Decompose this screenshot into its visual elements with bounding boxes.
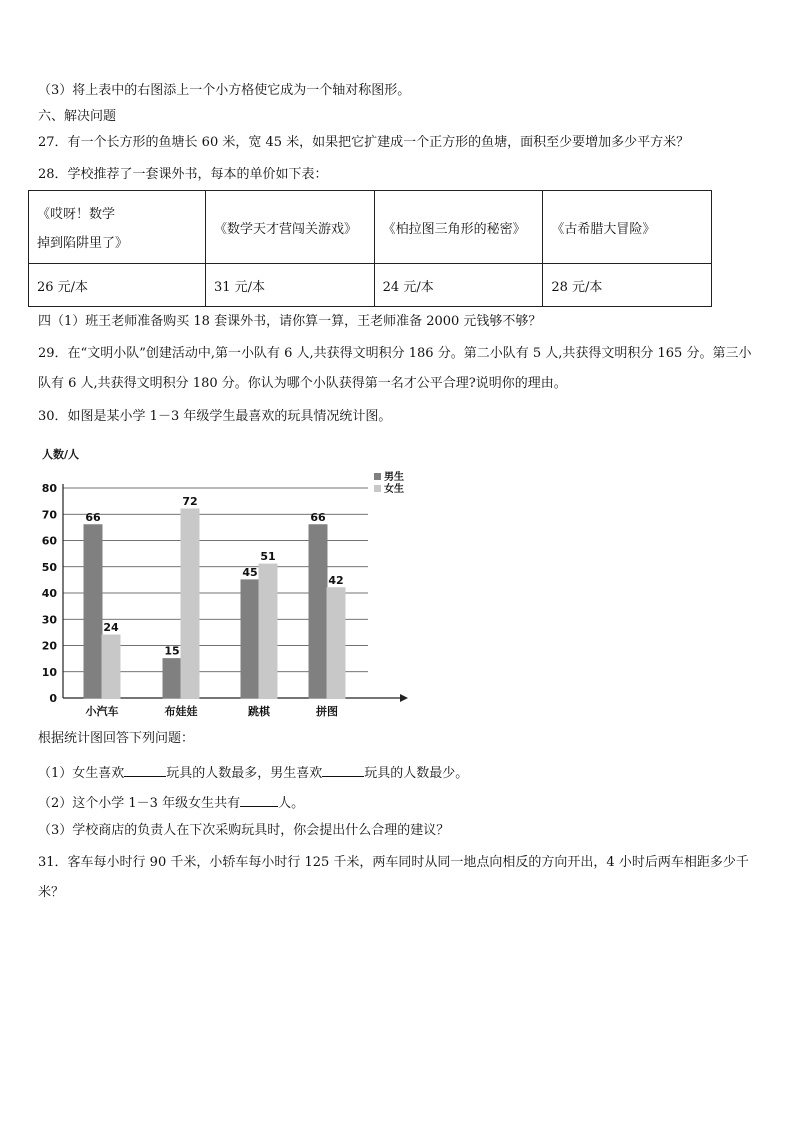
y-tick-label: 70 — [41, 508, 57, 522]
price-cell: 24 元/本 — [374, 264, 543, 307]
question-text: 人。 — [278, 796, 305, 811]
data-label: 66 — [310, 510, 326, 524]
category-label: 小汽车 — [85, 705, 119, 718]
answer-blank[interactable] — [124, 762, 166, 777]
book-name-cell: 《古希腊大冒险》 — [543, 191, 712, 264]
question-31: 31．客车每小时行 90 千米，小轿车每小时行 125 千米，两车同时从同一地点向相反的方向开出，4 小时后两车相距多少千米？ — [38, 855, 749, 900]
price-cell: 31 元/本 — [206, 264, 375, 307]
category-label: 跳棋 — [248, 705, 270, 718]
price-cell: 28 元/本 — [543, 264, 712, 307]
legend-label: 女生 — [384, 484, 404, 495]
question-30-intro: 30．如图是某小学 1－3 年级学生最喜欢的玩具情况统计图。 — [38, 409, 392, 424]
book-name-cell: 《数学天才营闯关游戏》 — [206, 191, 375, 264]
table-row — [29, 264, 712, 307]
y-axis-label: 人数/人 — [42, 448, 80, 461]
y-tick-label: 60 — [41, 534, 57, 548]
book-price-table — [28, 190, 712, 307]
data-label: 45 — [242, 565, 258, 579]
legend-label: 男生 — [384, 472, 404, 483]
data-label: 24 — [103, 621, 119, 634]
y-tick-label: 40 — [41, 587, 57, 600]
answer-blank[interactable] — [322, 762, 364, 777]
question-text: 玩具的人数最少。 — [364, 766, 469, 781]
data-label: 66 — [85, 510, 101, 524]
y-tick-label: 10 — [41, 665, 57, 679]
toy-bar-chart — [30, 440, 430, 720]
y-tick-label: 0 — [49, 692, 57, 705]
book-name-line: 掉到陷阱里了》 — [37, 236, 129, 251]
bar — [163, 659, 181, 698]
answer-blank[interactable] — [240, 792, 278, 807]
question-text: 玩具的人数最多，男生喜欢 — [166, 766, 323, 781]
y-tick-label: 20 — [41, 639, 57, 653]
question-29: 29．在“文明小队”创建活动中,第一小队有 6 人,共获得文明积分 186 分。第二小队有 5 人,共获得文明积分 165 分。第三小队有 6 人,共获得文明积分 180 分。你认为哪个小队获得第一名才公平合理?说明你的理由。 — [38, 346, 752, 391]
section-title: 六、解决问题 — [38, 109, 117, 124]
question-28-text: 四（1）班王老师准备购买 18 套课外书，请你算一算，王老师准备 2000 元钱够不够？ — [38, 314, 542, 329]
bar — [181, 509, 199, 698]
category-label: 布娃娃 — [164, 705, 198, 718]
question-30-prompt: 根据统计图回答下列问题： — [38, 731, 195, 746]
question-30-3: （3）学校商店的负责人在下次采购玩具时，你会提出什么合理的建议？ — [38, 823, 450, 838]
x-axis-arrow — [400, 694, 408, 702]
book-name-cell — [29, 191, 206, 264]
question-text: （1）女生喜欢 — [38, 766, 125, 781]
book-name-cell: 《柏拉图三角形的秘密》 — [374, 191, 543, 264]
bar — [102, 635, 120, 698]
q26-part3: （3）将上表中的右图添上一个小方格使它成为一个轴对称图形。 — [38, 83, 411, 98]
question-27: 27．有一个长方形的鱼塘长 60 米，宽 45 米，如果把它扩建成一个正方形的鱼塘，面积至少要增加多少平方米？ — [38, 135, 690, 150]
book-name-line: 《哎呀！数学 — [37, 207, 116, 222]
bar — [259, 564, 277, 698]
data-label: 42 — [328, 573, 344, 587]
bar — [241, 580, 259, 698]
data-label: 72 — [182, 495, 198, 508]
data-label: 15 — [164, 644, 180, 658]
y-tick-label: 50 — [41, 560, 57, 574]
legend-swatch — [374, 485, 381, 492]
price-cell: 26 元/本 — [29, 264, 206, 307]
bar — [309, 525, 327, 698]
y-tick-label: 80 — [41, 482, 57, 495]
legend-swatch — [374, 473, 381, 480]
bar — [84, 525, 102, 698]
table-row — [29, 191, 712, 264]
question-30-2 — [38, 792, 304, 813]
data-label: 51 — [260, 550, 276, 564]
question-text: （2）这个小学 1－3 年级女生共有 — [38, 796, 241, 811]
question-28-intro: 28．学校推荐了一套课外书，每本的单价如下表： — [38, 167, 328, 182]
question-30-1 — [38, 762, 468, 783]
bar — [327, 588, 345, 698]
y-tick-label: 30 — [41, 613, 57, 627]
category-label: 拼图 — [316, 705, 338, 718]
